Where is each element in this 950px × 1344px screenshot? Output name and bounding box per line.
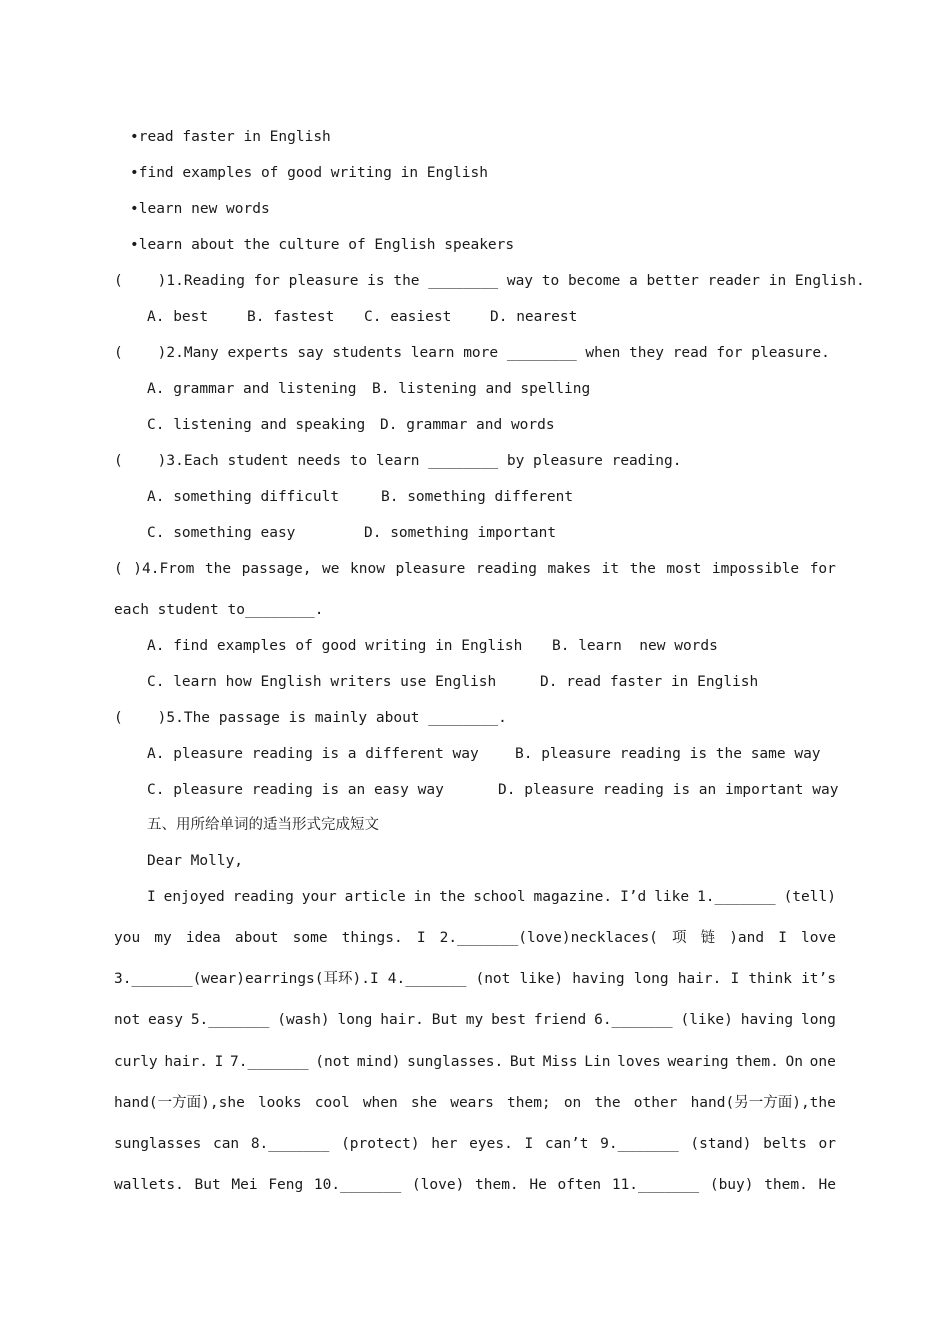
word: things. [341,930,403,946]
passage-line [114,1011,836,1029]
word: I’d [620,889,647,905]
question-1-option-c: C. easiest [364,309,452,325]
word: impossible [711,561,800,577]
word: (protect) [341,1136,420,1152]
word: the [594,1095,621,1111]
question-1-option-b: B. fastest [247,309,335,325]
word: hair. [677,971,722,987]
word: (tell) [783,889,836,905]
word: it’s [801,971,836,987]
word: other [633,1095,678,1111]
question-3-option-a: A. something difficult [147,489,340,505]
word: sunglasses [114,1136,202,1152]
passage-line [114,929,836,947]
question-2-option-c: C. listening and speaking [147,417,366,433]
word: makes [547,561,592,577]
word: my [154,930,172,946]
word: them. [764,1177,808,1193]
word: them; [507,1095,551,1111]
question-5-option-a: A. pleasure reading is a different way [147,746,479,762]
word: can’t [544,1136,589,1152]
question-4-option-b: B. learn new words [552,638,718,654]
word: magazine. [533,889,613,905]
word: I [416,930,426,946]
question-5-stem: ( )5.The passage is mainly about ________. [114,710,507,726]
word: 9._______ [600,1136,679,1152]
passage-line [114,1094,836,1112]
word: some [292,930,328,946]
word: long [800,1012,836,1028]
word: I [147,889,156,905]
word: Lin [584,1054,611,1070]
bullet-item: •find examples of good writing in English [130,165,488,181]
word: enjoyed [163,889,225,905]
question-3-option-d: D. something important [364,525,557,541]
word: reading [475,561,537,577]
bullet-item: •read faster in English [130,129,331,145]
question-4-stem-continued: each student to________. [114,602,324,618]
word: reading [232,889,294,905]
question-4-stem [114,560,836,578]
word: 1._______ [697,889,776,905]
word: think [748,971,792,987]
word: the [629,561,656,577]
word: the [439,889,466,905]
word: about [234,930,279,946]
word: on [563,1095,582,1111]
word: them. [475,1177,519,1193]
word: friend [533,1012,587,1028]
word: (like) [680,1012,733,1028]
word: we [322,561,340,577]
word: 8._______ [250,1136,330,1152]
question-4-option-d: D. read faster in English [540,674,759,690]
bullet-item: •learn new words [130,201,270,217]
word: having [572,971,625,987]
question-1-option-d: D. nearest [490,309,578,325]
passage-line [114,1135,836,1153]
word: hair. [164,1054,208,1070]
word: school [473,889,526,905]
word: Mei [231,1177,258,1193]
word: 10._______ [313,1177,402,1193]
word: pleasure [395,561,466,577]
word: wearing [667,1054,729,1070]
word: 2._______(love)necklaces( [439,930,658,946]
word: when [362,1095,398,1111]
bullet-item: •learn about the culture of English speakers [130,237,515,253]
word: belts [763,1136,807,1152]
word: I [730,971,740,987]
word: He [529,1177,547,1193]
word: most [666,561,702,577]
word: (stand) [690,1136,752,1152]
word: passage, [241,561,312,577]
word: I [214,1054,224,1070]
word: But [509,1054,537,1070]
word: easy [148,1012,183,1028]
word: idea [185,930,221,946]
word: 6._______ [594,1012,673,1028]
word: hand(另一方面),the [690,1095,836,1111]
word: (wash) [277,1012,330,1028]
word: curly [114,1054,158,1070]
word: your [301,889,337,905]
question-3-stem: ( )3.Each student needs to learn ________ by pleasure reading. [114,453,682,469]
word: But [194,1177,221,1193]
word: not [114,1012,141,1028]
word: He [818,1177,836,1193]
word: in [413,889,432,905]
passage-line [114,970,836,988]
word: mind) [356,1054,401,1070]
word: )and [729,930,765,946]
word: 项 [672,930,687,946]
question-5-option-d: D. pleasure reading is an important way [498,782,839,798]
word: eyes. [469,1136,513,1152]
word: )4.From [133,561,195,577]
word: looks [257,1095,302,1111]
question-5-option-b: B. pleasure reading is the same way [515,746,821,762]
word: having [740,1012,794,1028]
word: for [809,561,836,577]
word: article [344,889,406,905]
word: long [337,1012,373,1028]
word: one [809,1054,836,1070]
word: I [778,930,787,946]
question-1-stem: ( )1.Reading for pleasure is the ________ way to become a better reader in English. [114,273,865,289]
word: (love) [411,1177,465,1193]
passage-line [114,1053,836,1071]
word: you [114,930,141,946]
word: wears [450,1095,494,1111]
word: (not [315,1054,351,1070]
word: her [431,1136,458,1152]
word: (not [475,971,511,987]
word: she [410,1095,438,1111]
passage-line [114,1176,836,1194]
word: 5._______ [190,1012,270,1028]
word: my [465,1012,484,1028]
word: like) [519,971,564,987]
word: ( [114,561,123,577]
word: 链 [700,930,716,946]
word: wallets. [114,1177,184,1193]
question-4-option-a: A. find examples of good writing in English [147,638,523,654]
question-5-option-c: C. pleasure reading is an easy way [147,782,444,798]
question-4-option-c: C. learn how English writers use English [147,674,497,690]
word: 11._______ [611,1177,700,1193]
word: (buy) [709,1177,754,1193]
word: know [350,561,385,577]
word: best [491,1012,527,1028]
passage-line [147,888,836,906]
section-heading: 五、用所给单词的适当形式完成短文 [147,817,379,833]
word: often [557,1177,602,1193]
word: loves [617,1054,661,1070]
word: On [785,1054,803,1070]
word: hand(一方面),she [114,1095,245,1111]
question-2-option-d: D. grammar and words [380,417,555,433]
word: the [204,561,232,577]
word: love [801,930,836,946]
letter-salutation: Dear Molly, [147,853,244,869]
question-2-option-a: A. grammar and listening [147,381,357,397]
word: I [524,1136,534,1152]
question-2-stem: ( )2.Many experts say students learn more ________ when they read for pleasure. [114,345,830,361]
word: cool [314,1095,350,1111]
word: hair. [380,1012,424,1028]
word: can [212,1136,240,1152]
question-3-option-b: B. something different [381,489,574,505]
word: But [431,1012,458,1028]
word: Feng [268,1177,304,1193]
word: long [633,971,669,987]
question-1-option-a: A. best [147,309,209,325]
word: it [601,561,620,577]
word: or [818,1136,836,1152]
question-3-option-c: C. something easy [147,525,296,541]
word: Miss [542,1054,578,1070]
question-2-option-b: B. listening and spelling [372,381,591,397]
word: 7._______ [230,1054,309,1070]
word: 3._______(wear)earrings(耳环).I [114,971,379,987]
word: sunglasses. [407,1054,504,1070]
word: like [654,889,690,905]
word: them. [735,1054,779,1070]
word: 4._______ [387,971,467,987]
